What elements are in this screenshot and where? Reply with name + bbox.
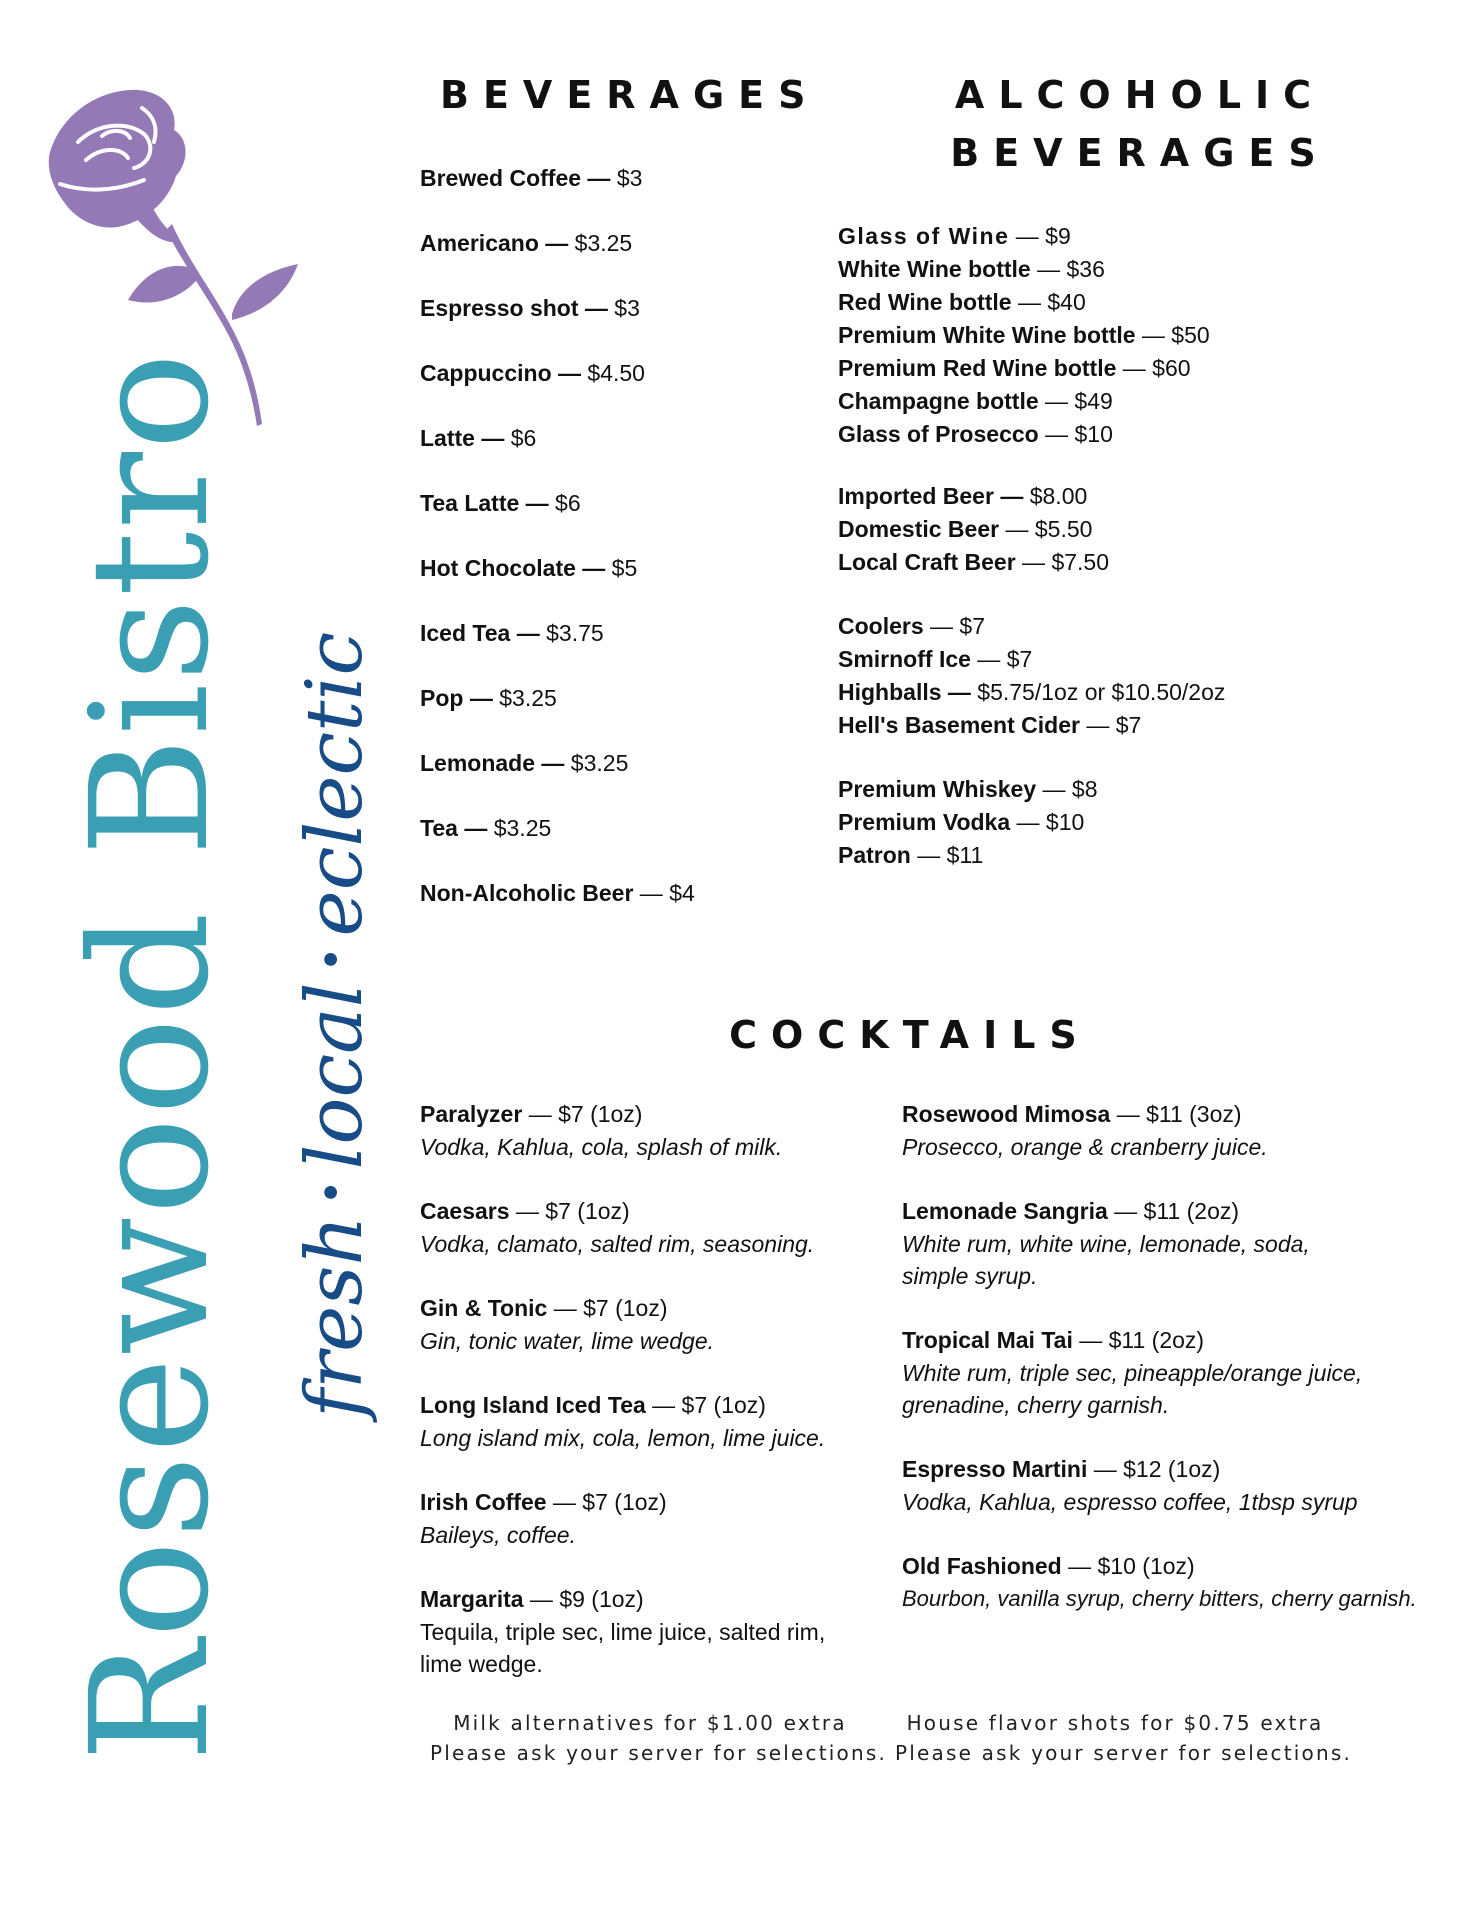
menu-item: Imported Beer — $8.00 [838,483,1088,509]
cocktails-heading: COCKTAILS [729,1013,1091,1057]
coolers-list [838,610,1398,742]
cocktail-item: Old Fashioned — $10 (1oz) Bourbon, vanilla syrup, cherry bitters, cherry garnish. [902,1553,1417,1611]
menu-item: Lemonade — $3.25 [420,750,629,776]
menu-item: Hell's Basement Cider — $7 [838,712,1142,738]
flavor-shots-note: House flavor shots for $0.75 extra Please ask your server for selections. [895,1711,1352,1765]
beer-list [838,480,1398,579]
cocktail-item: Irish Coffee — $7 (1oz) Baileys, coffee. [420,1489,667,1548]
menu-item: Non-Alcoholic Beer — $4 [420,880,695,906]
menu-item: Espresso shot — $3 [420,295,640,321]
tagline-word-eclectic: eclectic [290,631,380,937]
alcoholic-heading-line1: ALCOHOLIC [954,73,1326,117]
menu-item: Highballs — $5.75/1oz or $10.50/2oz [838,679,1226,705]
cocktail-item: Espresso Martini — $12 (1oz) Vodka, Kahlua, espresso coffee, 1tbsp syrup [902,1456,1358,1515]
cocktails-right-column [902,1098,1462,1647]
tagline-word-fresh: fresh [290,1215,380,1418]
brand-name: Rosewood Bistro [57,350,245,1762]
menu-item: Tea — $3.25 [420,815,552,841]
menu-item: White Wine bottle — $36 [838,256,1105,282]
beverages-list [420,164,800,944]
menu-item: Premium Whiskey — $8 [838,776,1098,802]
tagline-separator: • [307,1179,358,1206]
menu-item: Premium Red Wine bottle — $60 [838,355,1191,381]
menu-item: Coolers — $7 [838,613,986,639]
menu-item: Latte — $6 [420,425,537,451]
spirits-list [838,773,1398,872]
menu-item: Iced Tea — $3.75 [420,620,604,646]
cocktail-item: Gin & Tonic — $7 (1oz) Gin, tonic water, lime wedge. [420,1295,715,1354]
menu-item: Premium Vodka — $10 [838,809,1085,835]
cocktail-item: Caesars — $7 (1oz) Vodka, clamato, salted rim, seasoning. [420,1198,815,1257]
beverages-heading: BEVERAGES [440,73,820,117]
menu-item: Glass of Wine — $9 [838,223,1071,249]
cocktail-item: Rosewood Mimosa — $11 (3oz) Prosecco, orange & cranberry juice. [902,1101,1268,1160]
cocktail-item: Tropical Mai Tai — $11 (2oz) White rum, triple sec, pineapple/orange juice, grenadine, cherry garnish. [902,1327,1363,1418]
menu-item: Red Wine bottle — $40 [838,289,1086,315]
menu-item: Pop — $3.25 [420,685,557,711]
menu-item: Brewed Coffee — $3 [420,165,643,191]
menu-item: Domestic Beer — $5.50 [838,516,1093,542]
cocktail-item: Margarita — $9 (1oz) Tequila, triple sec, lime juice, salted rim, lime wedge. [420,1586,826,1677]
menu-item: Smirnoff Ice — $7 [838,646,1033,672]
menu-item: Tea Latte — $6 [420,490,581,516]
cocktail-item: Paralyzer — $7 (1oz) Vodka, Kahlua, cola, splash of milk. [420,1101,783,1160]
menu-item: Local Craft Beer — $7.50 [838,549,1110,575]
menu-item: Champagne bottle — $49 [838,388,1113,414]
cocktail-item: Long Island Iced Tea — $7 (1oz) Long island mix, cola, lemon, lime juice. [420,1392,826,1451]
tagline-separator: • [307,946,358,973]
menu-item: Cappuccino — $4.50 [420,360,645,386]
wine-list [838,220,1398,451]
menu-item: Premium White Wine bottle — $50 [838,322,1210,348]
menu-item: Hot Chocolate — $5 [420,555,638,581]
alcoholic-heading-line2: BEVERAGES [950,131,1330,175]
milk-alternatives-note: Milk alternatives for $1.00 extra Please ask your server for selections. [430,1711,887,1765]
menu-item: Patron — $11 [838,842,984,868]
menu-item: Glass of Prosecco — $10 [838,421,1113,447]
brand-tagline [290,631,380,1418]
menu-item: Americano — $3.25 [420,230,633,256]
tagline-word-local: local [290,982,380,1170]
cocktail-item: Lemonade Sangria — $11 (2oz) White rum, white wine, lemonade, soda, simple syrup. [902,1198,1310,1289]
